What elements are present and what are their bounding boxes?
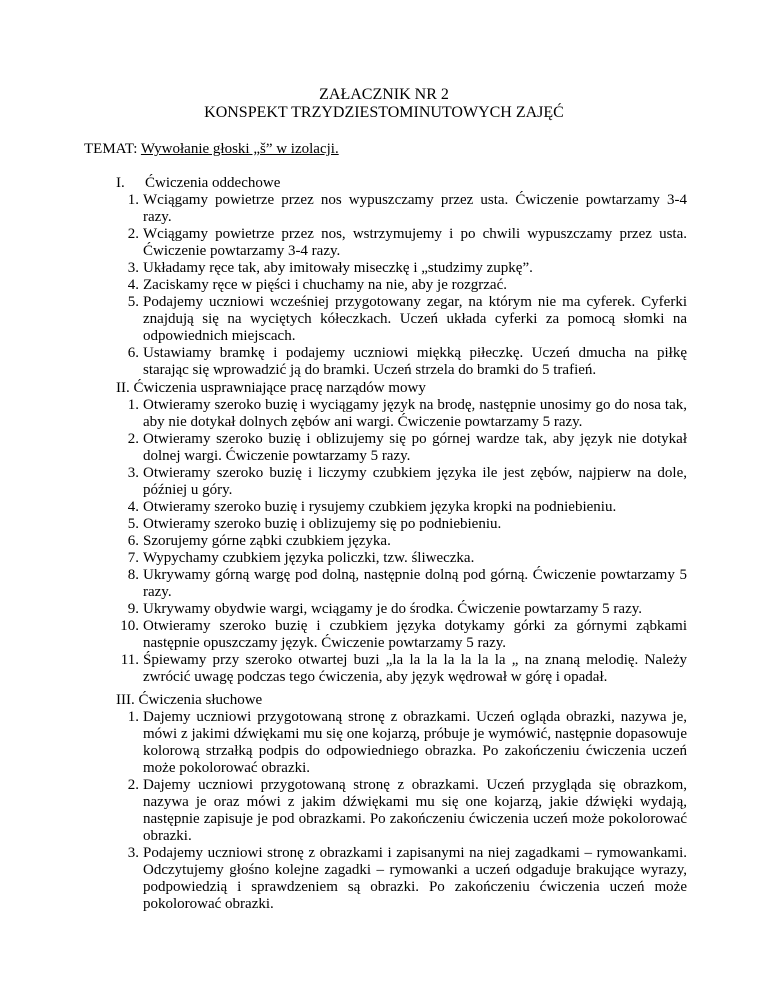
list-item: 6. Ustawiamy bramkę i podajemy uczniowi miękką piłeczkę. Uczeń dmucha na piłkę starając się wprowadzić ją do bramki. Uczeń strzela do bramki do 5 trafień.: [127, 345, 687, 378]
section-list-1: [116, 192, 687, 379]
list-item-text: Ukrywamy górną wargę pod dolną, następnie dolną pod górną. Ćwiczenie powtarzamy 5 razy.: [143, 567, 687, 600]
list-item: 3. Otwieramy szeroko buzię i liczymy czubkiem języka ile jest zębów, najpierw na dole, później u góry.: [127, 465, 687, 498]
list-item-text: Ustawiamy bramkę i podajemy uczniowi miękką piłeczkę. Uczeń dmucha na piłkę starając się wprowadzić ją do bramki. Uczeń strzela do bramki do 5 trafień.: [143, 345, 687, 378]
list-item: 6. Szorujemy górne ząbki czubkiem języka.: [127, 533, 391, 549]
list-item: 10. Otwieramy szeroko buzię i czubkiem języka dotykamy górki za górnymi ząbkami następnie opuszczamy język. Ćwiczenie powtarzamy 5 razy.: [120, 618, 687, 651]
list-item-text: Otwieramy szeroko buzię i liczymy czubkiem języka ile jest zębów, najpierw na dole, później u góry.: [143, 465, 687, 498]
list-item: 2. Dajemy uczniowi przygotowaną stronę z obrazkami. Uczeń przygląda się obrazkom, nazywa je oraz mówi z jakim dźwiękami mu się one kojarzą, jakie dźwięki wydają, następnie zapisuje je pod obrazkami. Po zakończeniu ćwiczenia uczeń może pokolorować obrazki.: [127, 777, 687, 844]
list-item: 3. Układamy ręce tak, aby imitowały miseczkę i „studzimy zupkę”.: [127, 260, 533, 276]
list-item: 1. Wciągamy powietrze przez nos wypuszczamy przez usta. Ćwiczenie powtarzamy 3-4 razy.: [127, 192, 687, 225]
section-number: II.: [116, 380, 130, 396]
list-item-text: Otwieramy szeroko buzię i wyciągamy język na brodę, następnie unosimy go do nosa tak, aby nie dotykał dolnych zębów ani wargi. Ćwiczenie powtarzamy 5 razy.: [143, 397, 687, 430]
section-number: III.: [116, 692, 135, 708]
list-item-text: Śpiewamy przy szeroko otwartej buzi „la la la la la la la „ na znaną melodię. Należy zwrócić uwagę podczas tego ćwiczenia, aby język wędrował w górę i opadał.: [143, 652, 687, 685]
list-item-text: Otwieramy szeroko buzię i oblizujemy się po podniebieniu.: [143, 516, 502, 532]
list-item: 8. Ukrywamy górną wargę pod dolną, następnie dolną pod górną. Ćwiczenie powtarzamy 5 razy.: [127, 567, 687, 600]
section-title: Ćwiczenia słuchowe: [138, 692, 263, 708]
list-item-text: Zaciskamy ręce w pięści i chuchamy na nie, aby je rozgrzać.: [143, 277, 507, 293]
section-list-3: [116, 709, 687, 913]
section-heading-2: [116, 380, 426, 397]
section-number: I.: [116, 175, 125, 191]
list-item: 2. Otwieramy szeroko buzię i oblizujemy się po górnej wardze tak, aby język nie dotykał dolnej wargi. Ćwiczenie powtarzamy 5 razy.: [127, 431, 687, 464]
section-title: Ćwiczenia usprawniające pracę narządów mowy: [133, 380, 426, 396]
list-item: 9. Ukrywamy obydwie wargi, wciągamy je do środka. Ćwiczenie powtarzamy 5 razy.: [127, 601, 643, 617]
list-item: 4. Otwieramy szeroko buzię i rysujemy czubkiem języka kropki na podniebieniu.: [127, 499, 617, 515]
list-item-text: Podajemy uczniowi wcześniej przygotowany zegar, na którym nie ma cyferek. Cyferki znajdują się na wyciętych kółeczkach. Uczeń układa cyferki za pomocą słomki na odpowiednich miejscach.: [143, 294, 687, 344]
list-item-text: Szorujemy górne ząbki czubkiem języka.: [143, 533, 391, 549]
topic-text: Wywołanie głoski „š” w izolacji.: [140, 141, 339, 157]
list-item: 7. Wypychamy czubkiem języka policzki, tzw. śliweczka.: [127, 550, 475, 566]
section-list-2: [116, 397, 687, 686]
list-item: 11. Śpiewamy przy szeroko otwartej buzi „la la la la la la la „ na znaną melodię. Należy zwrócić uwagę podczas tego ćwiczenia, aby język wędrował w górę i opadał.: [120, 652, 687, 685]
appendix-heading: ZAŁACZNIK NR 2: [319, 86, 449, 103]
list-item-text: Ukrywamy obydwie wargi, wciągamy je do środka. Ćwiczenie powtarzamy 5 razy.: [143, 601, 643, 617]
list-item-text: Wciągamy powietrze przez nos, wstrzymujemy i po chwili wypuszczamy przez usta. Ćwiczenie powtarzamy 3-4 razy.: [143, 226, 687, 259]
document-title: KONSPEKT TRZYDZIESTOMINUTOWYCH ZAJĘĆ: [204, 104, 564, 121]
topic-line: [84, 141, 339, 158]
section-title: Ćwiczenia oddechowe: [145, 175, 281, 191]
topic-label: TEMAT:: [84, 141, 141, 157]
list-item: 5. Otwieramy szeroko buzię i oblizujemy się po podniebieniu.: [127, 516, 502, 532]
list-item-text: Wciągamy powietrze przez nos wypuszczamy przez usta. Ćwiczenie powtarzamy 3-4 razy.: [143, 192, 687, 225]
list-item-text: Wypychamy czubkiem języka policzki, tzw. śliweczka.: [143, 550, 475, 566]
list-item: 4. Zaciskamy ręce w pięści i chuchamy na nie, aby je rozgrzać.: [127, 277, 507, 293]
list-item-text: Dajemy uczniowi przygotowaną stronę z obrazkami. Uczeń przygląda się obrazkom, nazywa je oraz mówi z jakim dźwiękami mu się one kojarzą, jakie dźwięki wydają, następnie zapisuje je pod obrazkami. Po zakończeniu ćwiczenia uczeń może pokolorować obrazki.: [143, 777, 687, 844]
list-item-text: Otwieramy szeroko buzię i czubkiem języka dotykamy górki za górnymi ząbkami następnie opuszczamy język. Ćwiczenie powtarzamy 5 razy.: [143, 618, 687, 651]
list-item-text: Dajemy uczniowi przygotowaną stronę z obrazkami. Uczeń ogląda obrazki, nazywa je, mówi z jakimi dźwiękami mu się one kojarzą, próbuje je wymówić, następnie dopasowuje kolorową strzałką podpis do odpowiedniego obrazka. Po zakończeniu ćwiczenia uczeń może pokolorować obrazki.: [143, 709, 687, 776]
list-item: 3. Podajemy uczniowi stronę z obrazkami i zapisanymi na niej zagadkami – rymowankami. Odczytujemy głośno kolejne zagadki – rymowanki a uczeń odgaduje brakujące wyrazy, podpowiedzią i sprawdzeniem są obrazki. Po zakończeniu ćwiczenia uczeń może pokolorować obrazki.: [127, 845, 687, 912]
section-heading-1: [116, 175, 280, 192]
list-item: 2. Wciągamy powietrze przez nos, wstrzymujemy i po chwili wypuszczamy przez usta. Ćwiczenie powtarzamy 3-4 razy.: [127, 226, 687, 259]
section-heading-3: [116, 692, 262, 709]
list-item: 1. Dajemy uczniowi przygotowaną stronę z obrazkami. Uczeń ogląda obrazki, nazywa je, mówi z jakimi dźwiękami mu się one kojarzą, próbuje je wymówić, następnie dopasowuje kolorową strzałką podpis do odpowiedniego obrazka. Po zakończeniu ćwiczenia uczeń może pokolorować obrazki.: [127, 709, 687, 776]
list-item: 1. Otwieramy szeroko buzię i wyciągamy język na brodę, następnie unosimy go do nosa tak, aby nie dotykał dolnych zębów ani wargi. Ćwiczenie powtarzamy 5 razy.: [127, 397, 687, 430]
list-item-text: Podajemy uczniowi stronę z obrazkami i zapisanymi na niej zagadkami – rymowankami. Odczytujemy głośno kolejne zagadki – rymowanki a uczeń odgaduje brakujące wyrazy, podpowiedzią i sprawdzeniem są obrazki. Po zakończeniu ćwiczenia uczeń może pokolorować obrazki.: [143, 845, 687, 912]
list-item-text: Układamy ręce tak, aby imitowały miseczkę i „studzimy zupkę”.: [143, 260, 533, 276]
list-item-text: Otwieramy szeroko buzię i oblizujemy się po górnej wardze tak, aby język nie dotykał dolnej wargi. Ćwiczenie powtarzamy 5 razy.: [143, 431, 687, 464]
list-item-text: Otwieramy szeroko buzię i rysujemy czubkiem języka kropki na podniebieniu.: [143, 499, 617, 515]
list-item: 5. Podajemy uczniowi wcześniej przygotowany zegar, na którym nie ma cyferek. Cyferki znajdują się na wyciętych kółeczkach. Uczeń układa cyferki za pomocą słomki na odpowiednich miejscach.: [127, 294, 687, 344]
